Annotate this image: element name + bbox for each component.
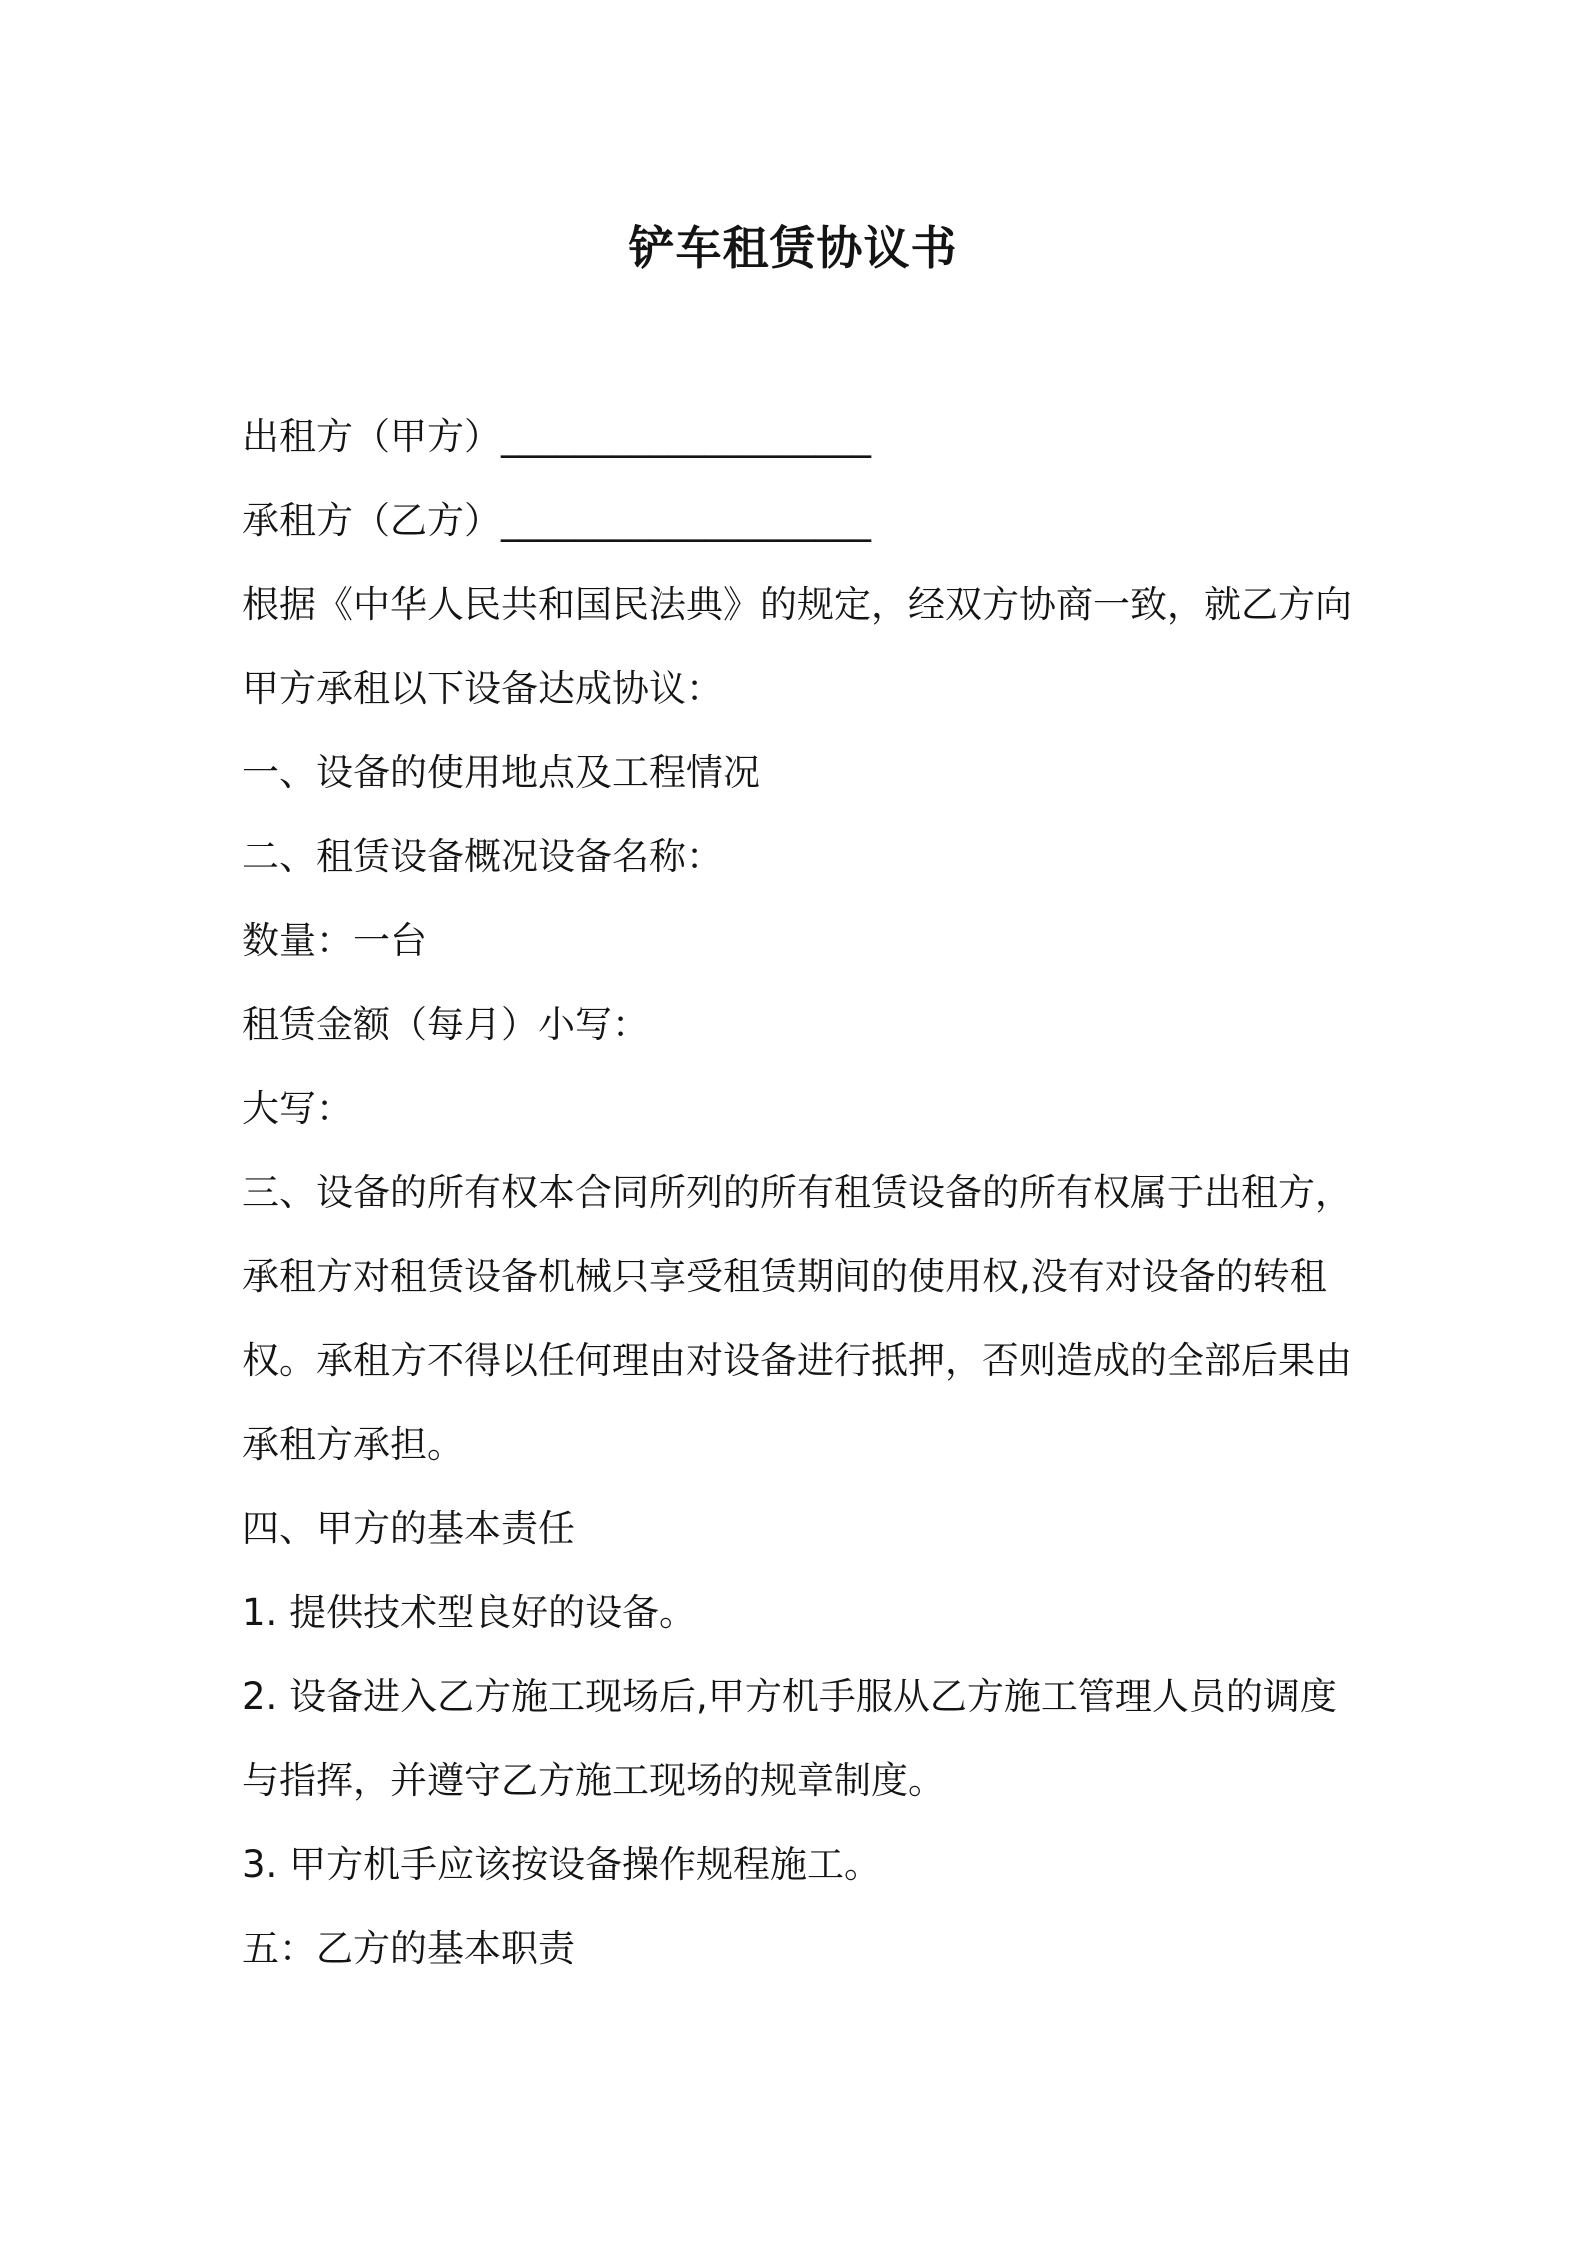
paragraph-line: 租赁金额（每月）小写： bbox=[242, 1003, 649, 1046]
section-heading-1 bbox=[242, 731, 1402, 815]
section-heading-line: 一、设备的使用地点及工程情况 bbox=[242, 751, 760, 794]
paragraph-line: 数量：一台 bbox=[242, 919, 427, 962]
paragraph-line: 3. 甲方机手应该按设备操作规程施工。 bbox=[242, 1843, 882, 1886]
paragraph-line: 三、设备的所有权本合同所列的所有租赁设备的所有权属于出租方， bbox=[242, 1171, 1352, 1214]
list-item bbox=[242, 1571, 1402, 1655]
paragraph-line: 与指挥，并遵守乙方施工现场的规章制度。 bbox=[242, 1759, 945, 1802]
section-heading-line: 五：乙方的基本职责 bbox=[242, 1927, 575, 1970]
document-body bbox=[242, 395, 1402, 1991]
paragraph-line: 权。承租方不得以任何理由对设备进行抵押，否则造成的全部后果由 bbox=[242, 1339, 1352, 1382]
section-heading-5 bbox=[242, 1907, 1402, 1991]
fill-in-blank: ____________________ bbox=[501, 499, 871, 542]
party-label: 承租方（乙方） bbox=[242, 499, 501, 542]
rent-amount-lowercase-field bbox=[242, 983, 1402, 1067]
section-heading-4 bbox=[242, 1487, 1402, 1571]
list-item bbox=[242, 1655, 1402, 1823]
paragraph-line: 2. 设备进入乙方施工现场后,甲方机手服从乙方施工管理人员的调度 bbox=[242, 1675, 1337, 1718]
section-3-ownership-paragraph bbox=[242, 1151, 1402, 1487]
paragraph-line: 1. 提供技术型良好的设备。 bbox=[242, 1591, 697, 1634]
party-label: 出租方（甲方） bbox=[242, 415, 501, 458]
section-heading-2 bbox=[242, 815, 1402, 899]
paragraph-line: 甲方承租以下设备达成协议： bbox=[242, 667, 723, 710]
paragraph-line: 根据《中华人民共和国民法典》的规定，经双方协商一致，就乙方向 bbox=[242, 583, 1352, 626]
section-heading-line: 二、租赁设备概况设备名称： bbox=[242, 835, 723, 878]
list-item bbox=[242, 1823, 1402, 1907]
party-lessee-line bbox=[242, 479, 1402, 563]
party-lessor-line bbox=[242, 395, 1402, 479]
paragraph-line: 承租方承担。 bbox=[242, 1423, 464, 1466]
rent-amount-uppercase-field bbox=[242, 1067, 1402, 1151]
fill-in-blank: ____________________ bbox=[501, 415, 871, 458]
preamble-paragraph bbox=[242, 563, 1402, 731]
paragraph-line: 大写： bbox=[242, 1087, 353, 1130]
paragraph-line: 承租方对租赁设备机械只享受租赁期间的使用权,没有对设备的转租 bbox=[242, 1255, 1327, 1298]
document-title: 铲车租赁协议书 bbox=[628, 221, 958, 275]
quantity-field bbox=[242, 899, 1402, 983]
section-heading-line: 四、甲方的基本责任 bbox=[242, 1507, 575, 1550]
